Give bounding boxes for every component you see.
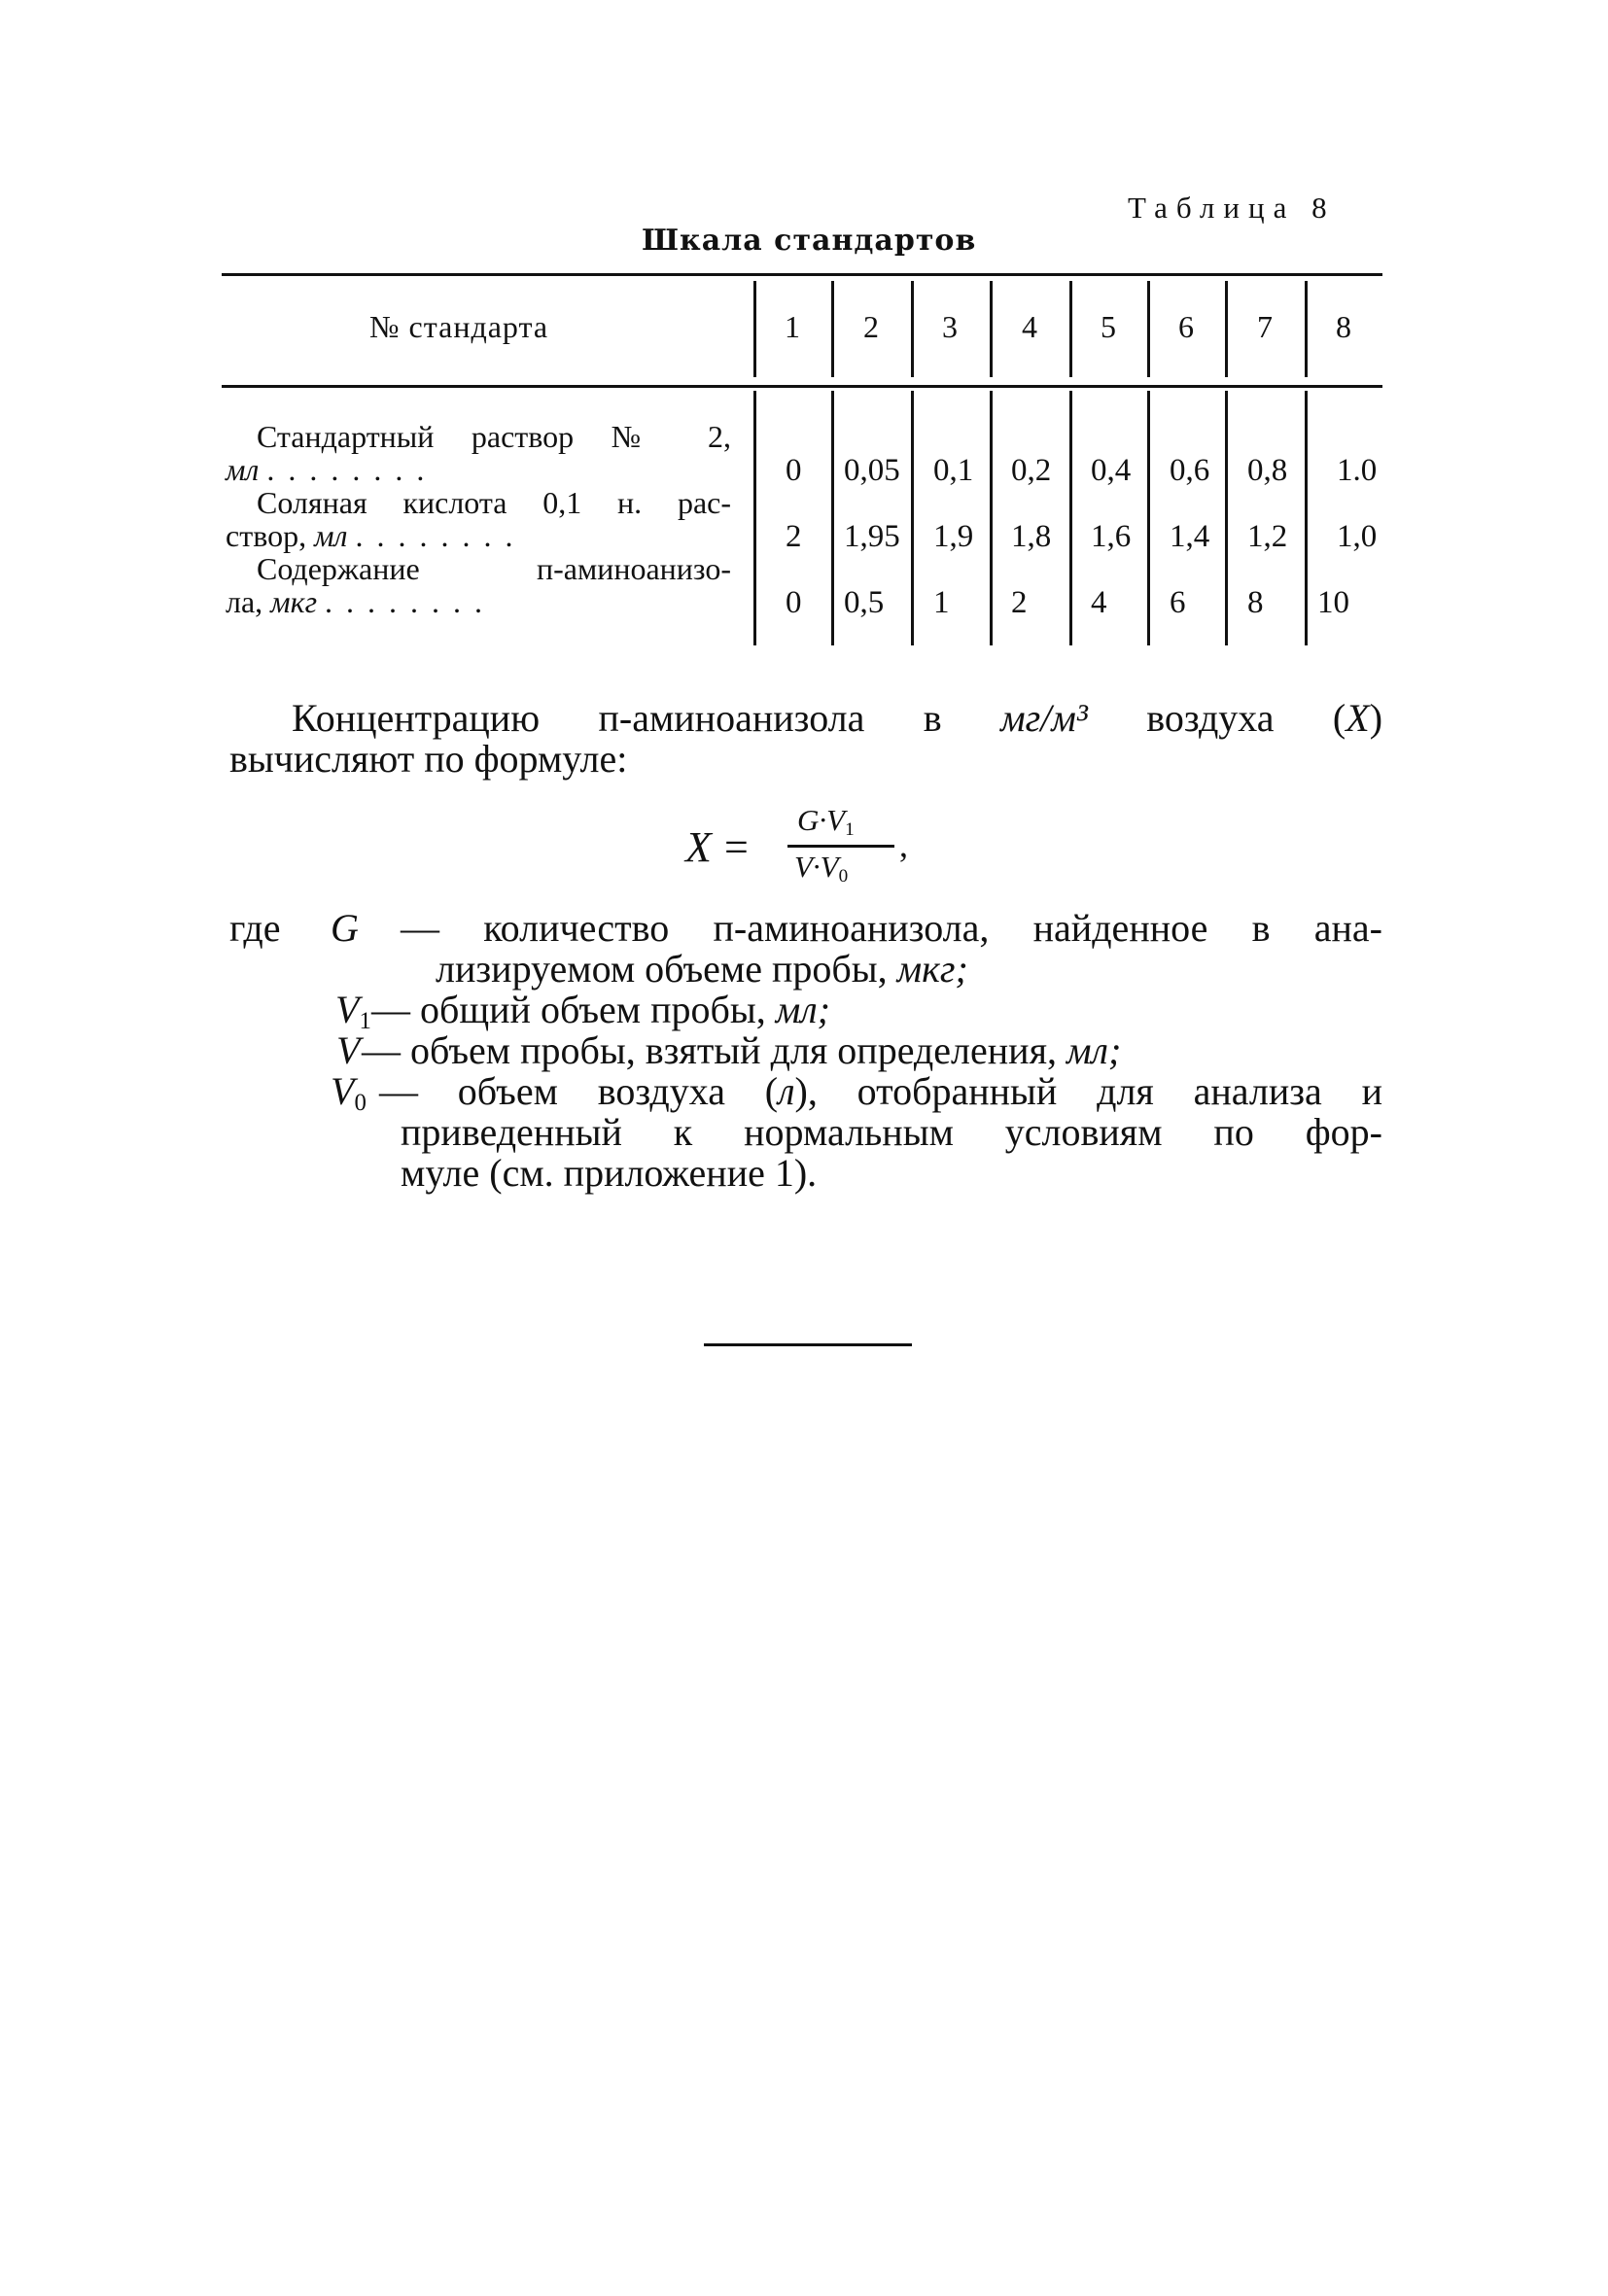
row-label-unit: мл [314,518,348,553]
column-divider [1225,281,1228,377]
table-cell: 1,95 [844,519,900,554]
unit-mg-per-m3: мг/м³ [1000,696,1088,740]
formula-lhs: X [685,823,712,871]
header-col-2: 2 [863,309,879,344]
header-col-7: 7 [1257,309,1273,344]
definition-v0-line3: муле (см. приложение 1). [401,1151,818,1195]
column-divider [911,391,914,645]
table-cell: 10 [1317,585,1349,620]
table-cell: 4 [1091,585,1107,620]
row-label-text: Содержание п-аминоанизо- [257,551,731,586]
row-label-text: Соляная кислота 0,1 н. рас- [257,485,731,520]
column-divider [831,391,834,645]
paragraph-text: Концентрацию п-аминоанизола в [292,696,942,740]
row-label-text-2: створ, [226,518,307,553]
end-rule [704,1343,912,1346]
table-cell: 1.0 [1337,453,1378,488]
paragraph-text: вычисляют по формуле: [229,737,628,781]
row-leader: ........ [325,584,497,619]
table-cell: 1,6 [1091,519,1132,554]
symbol-x: X [1346,696,1370,740]
table-cell: 1,8 [1011,519,1052,554]
column-divider [990,391,993,645]
table-cell: 0,4 [1091,453,1132,488]
header-col-8: 8 [1336,309,1351,344]
table-cell: 2 [1011,585,1028,620]
table-cell: 0,05 [844,453,900,488]
formula-numerator: $G\cdot V_1$ [797,803,855,840]
table-cell: 6 [1170,585,1186,620]
paragraph-text: ) [1369,696,1383,740]
table-cell: 0,1 [933,453,974,488]
table-cell: 0,5 [844,585,885,620]
column-divider [911,281,914,377]
table-header-rule [222,385,1382,388]
table-cell: 1,2 [1247,519,1288,554]
table-caption: Таблица 8 [1128,191,1336,225]
column-divider [990,281,993,377]
column-divider [753,281,756,377]
row-label-hydrochloric-acid [226,486,731,552]
table-cell: 1,0 [1337,519,1378,554]
column-divider [1225,391,1228,645]
table-cell: 0 [786,453,802,488]
table-cell: 0,6 [1170,453,1210,488]
row-label-unit: мл [226,452,260,487]
row-label-text: Стандартный раствор № 2, [257,419,731,454]
column-divider [753,391,756,645]
table-cell: 2 [786,519,802,554]
table-cell: 8 [1247,585,1264,620]
column-divider [831,281,834,377]
formula-comma: , [899,825,908,864]
header-col-3: 3 [942,309,958,344]
concentration-paragraph [229,698,1382,780]
column-divider [1147,281,1150,377]
table-cell: 1,4 [1170,519,1210,554]
column-divider [1069,281,1072,377]
formula-equals: = [724,823,749,871]
header-standard-number: № стандарта [369,309,549,344]
header-col-5: 5 [1101,309,1116,344]
definition-v1: — общий объем пробы, мл; [371,988,830,1031]
symbol-v: V [336,1028,361,1072]
table-title: Шкала стандартов [642,224,977,258]
definition-v0: — объем воздуха (л), отобранный для анализа и [379,1069,1382,1113]
column-divider [1147,391,1150,645]
where-label: где [229,906,281,950]
column-divider [1305,281,1308,377]
fraction-bar [787,845,894,848]
definition-v: — объем пробы, взятый для определения, мл; [362,1028,1122,1072]
definition-g: — количество п-аминоанизола, найденное в ана- лизируемом объеме пробы, мкг; [401,906,1382,991]
symbol-v0: $V_0$ [331,1069,367,1117]
symbol-g: G [331,906,359,950]
table-cell: 0 [786,585,802,620]
header-col-4: 4 [1022,309,1037,344]
header-col-1: 1 [785,309,800,344]
row-leader: ........ [266,452,438,487]
formula-denominator: $V\cdot V_0$ [794,850,849,887]
table-top-rule [222,273,1382,276]
symbol-v1: $V_1$ [335,988,371,1035]
column-divider [1305,391,1308,645]
table-cell: 1 [933,585,950,620]
column-divider [1069,391,1072,645]
row-label-unit: мкг [270,584,318,619]
row-label-content [226,552,731,618]
formula [685,803,938,896]
table-cell: 0,8 [1247,453,1288,488]
row-label-standard-solution [226,420,731,486]
table-cell: 0,2 [1011,453,1052,488]
definition-v0-line2: приведенный к нормальным условиям по фор- [401,1110,1382,1154]
row-leader: ........ [355,518,527,553]
table-cell: 1,9 [933,519,974,554]
header-col-6: 6 [1178,309,1194,344]
row-label-text-2: ла, [226,584,263,619]
paragraph-text: воздуха ( [1146,696,1346,740]
